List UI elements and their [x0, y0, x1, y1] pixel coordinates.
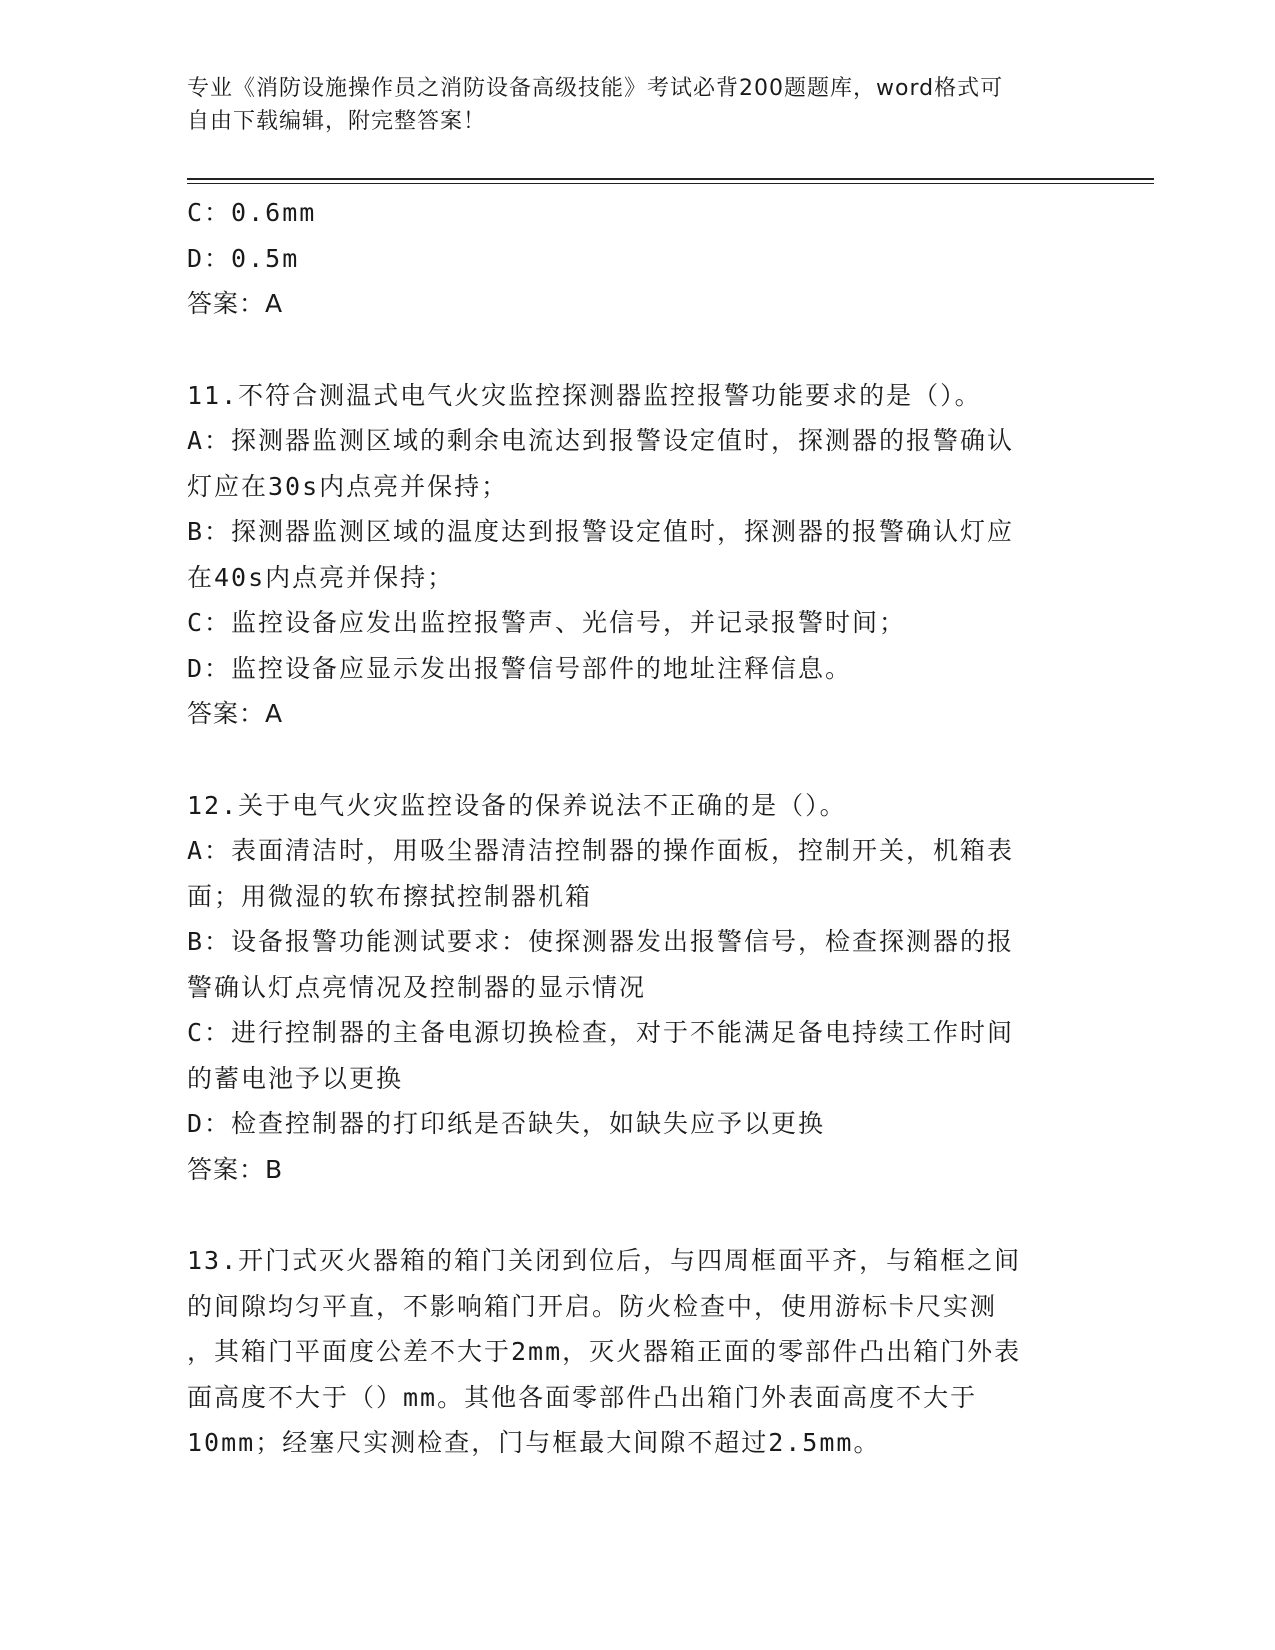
question-stem: 11.不符合测温式电气火灾监控探测器监控报警功能要求的是（）。 — [187, 380, 982, 410]
answer: 答案：B — [187, 1154, 284, 1184]
option-a-cont: 面；用微湿的软布擦拭控制器机箱 — [187, 881, 593, 911]
option-b: B：设备报警功能测试要求：使探测器发出报警信号，检查探测器的报 — [187, 927, 1015, 956]
header-line-2: 自由下载编辑，附完整答案！ — [187, 109, 487, 134]
document-body — [187, 190, 1087, 1466]
question-12 — [187, 783, 1087, 1193]
question-stem-line-5: 10mm；经塞尺实测检查，门与框最大间隙不超过2.5mm。 — [187, 1428, 881, 1457]
option-c: C：监控设备应发出监控报警声、光信号，并记录报警时间； — [187, 608, 907, 637]
option-c: C：进行控制器的主备电源切换检查，对于不能满足备电持续工作时间 — [187, 1018, 1015, 1047]
question-13 — [187, 1238, 1087, 1466]
option-c-cont: 的蓄电池予以更换 — [187, 1063, 404, 1093]
question-10-tail — [187, 190, 1087, 327]
header-divider-thin — [187, 183, 1154, 184]
spacer — [187, 327, 1087, 373]
option-a: A：表面清洁时，用吸尘器清洁控制器的操作面板，控制开关，机箱表 — [187, 836, 1015, 865]
option-c: C：0.6mm — [187, 198, 317, 227]
question-stem-line-2: 的间隙均匀平直，不影响箱门开启。防火检查中，使用游标卡尺实测 — [187, 1291, 998, 1321]
question-stem: 12.关于电气火灾监控设备的保养说法不正确的是（）。 — [187, 790, 847, 820]
question-stem-line-3: ，其箱门平面度公差不大于2mm，灭火器箱正面的零部件凸出箱门外表 — [187, 1337, 1022, 1366]
header-line-1: 专业《消防设施操作员之消防设备高级技能》考试必背200题题库，word格式可 — [187, 76, 1004, 101]
option-d: D：监控设备应显示发出报警信号部件的地址注释信息。 — [187, 653, 853, 683]
option-a-cont: 灯应在30s内点亮并保持； — [187, 471, 509, 501]
spacer — [187, 737, 1087, 783]
option-d: D：检查控制器的打印纸是否缺失，如缺失应予以更换 — [187, 1109, 826, 1138]
option-b-cont: 警确认灯点亮情况及控制器的显示情况 — [187, 972, 647, 1002]
answer: 答案：A — [187, 289, 284, 318]
question-11 — [187, 373, 1087, 737]
answer: 答案：A — [187, 699, 284, 728]
header-divider — [187, 178, 1154, 180]
question-stem-line-1: 13.开门式灭火器箱的箱门关闭到位后，与四周框面平齐，与箱框之间 — [187, 1246, 1022, 1275]
page-header — [187, 72, 1067, 138]
spacer — [187, 1192, 1087, 1238]
question-stem-line-4: 面高度不大于（）mm。其他各面零部件凸出箱门外表面高度不大于 — [187, 1382, 978, 1412]
option-d: D：0.5m — [187, 243, 300, 273]
option-a: A：探测器监测区域的剩余电流达到报警设定值时，探测器的报警确认 — [187, 426, 1015, 455]
option-b: B：探测器监测区域的温度达到报警设定值时，探测器的报警确认灯应 — [187, 517, 1015, 546]
option-b-cont: 在40s内点亮并保持； — [187, 562, 455, 592]
